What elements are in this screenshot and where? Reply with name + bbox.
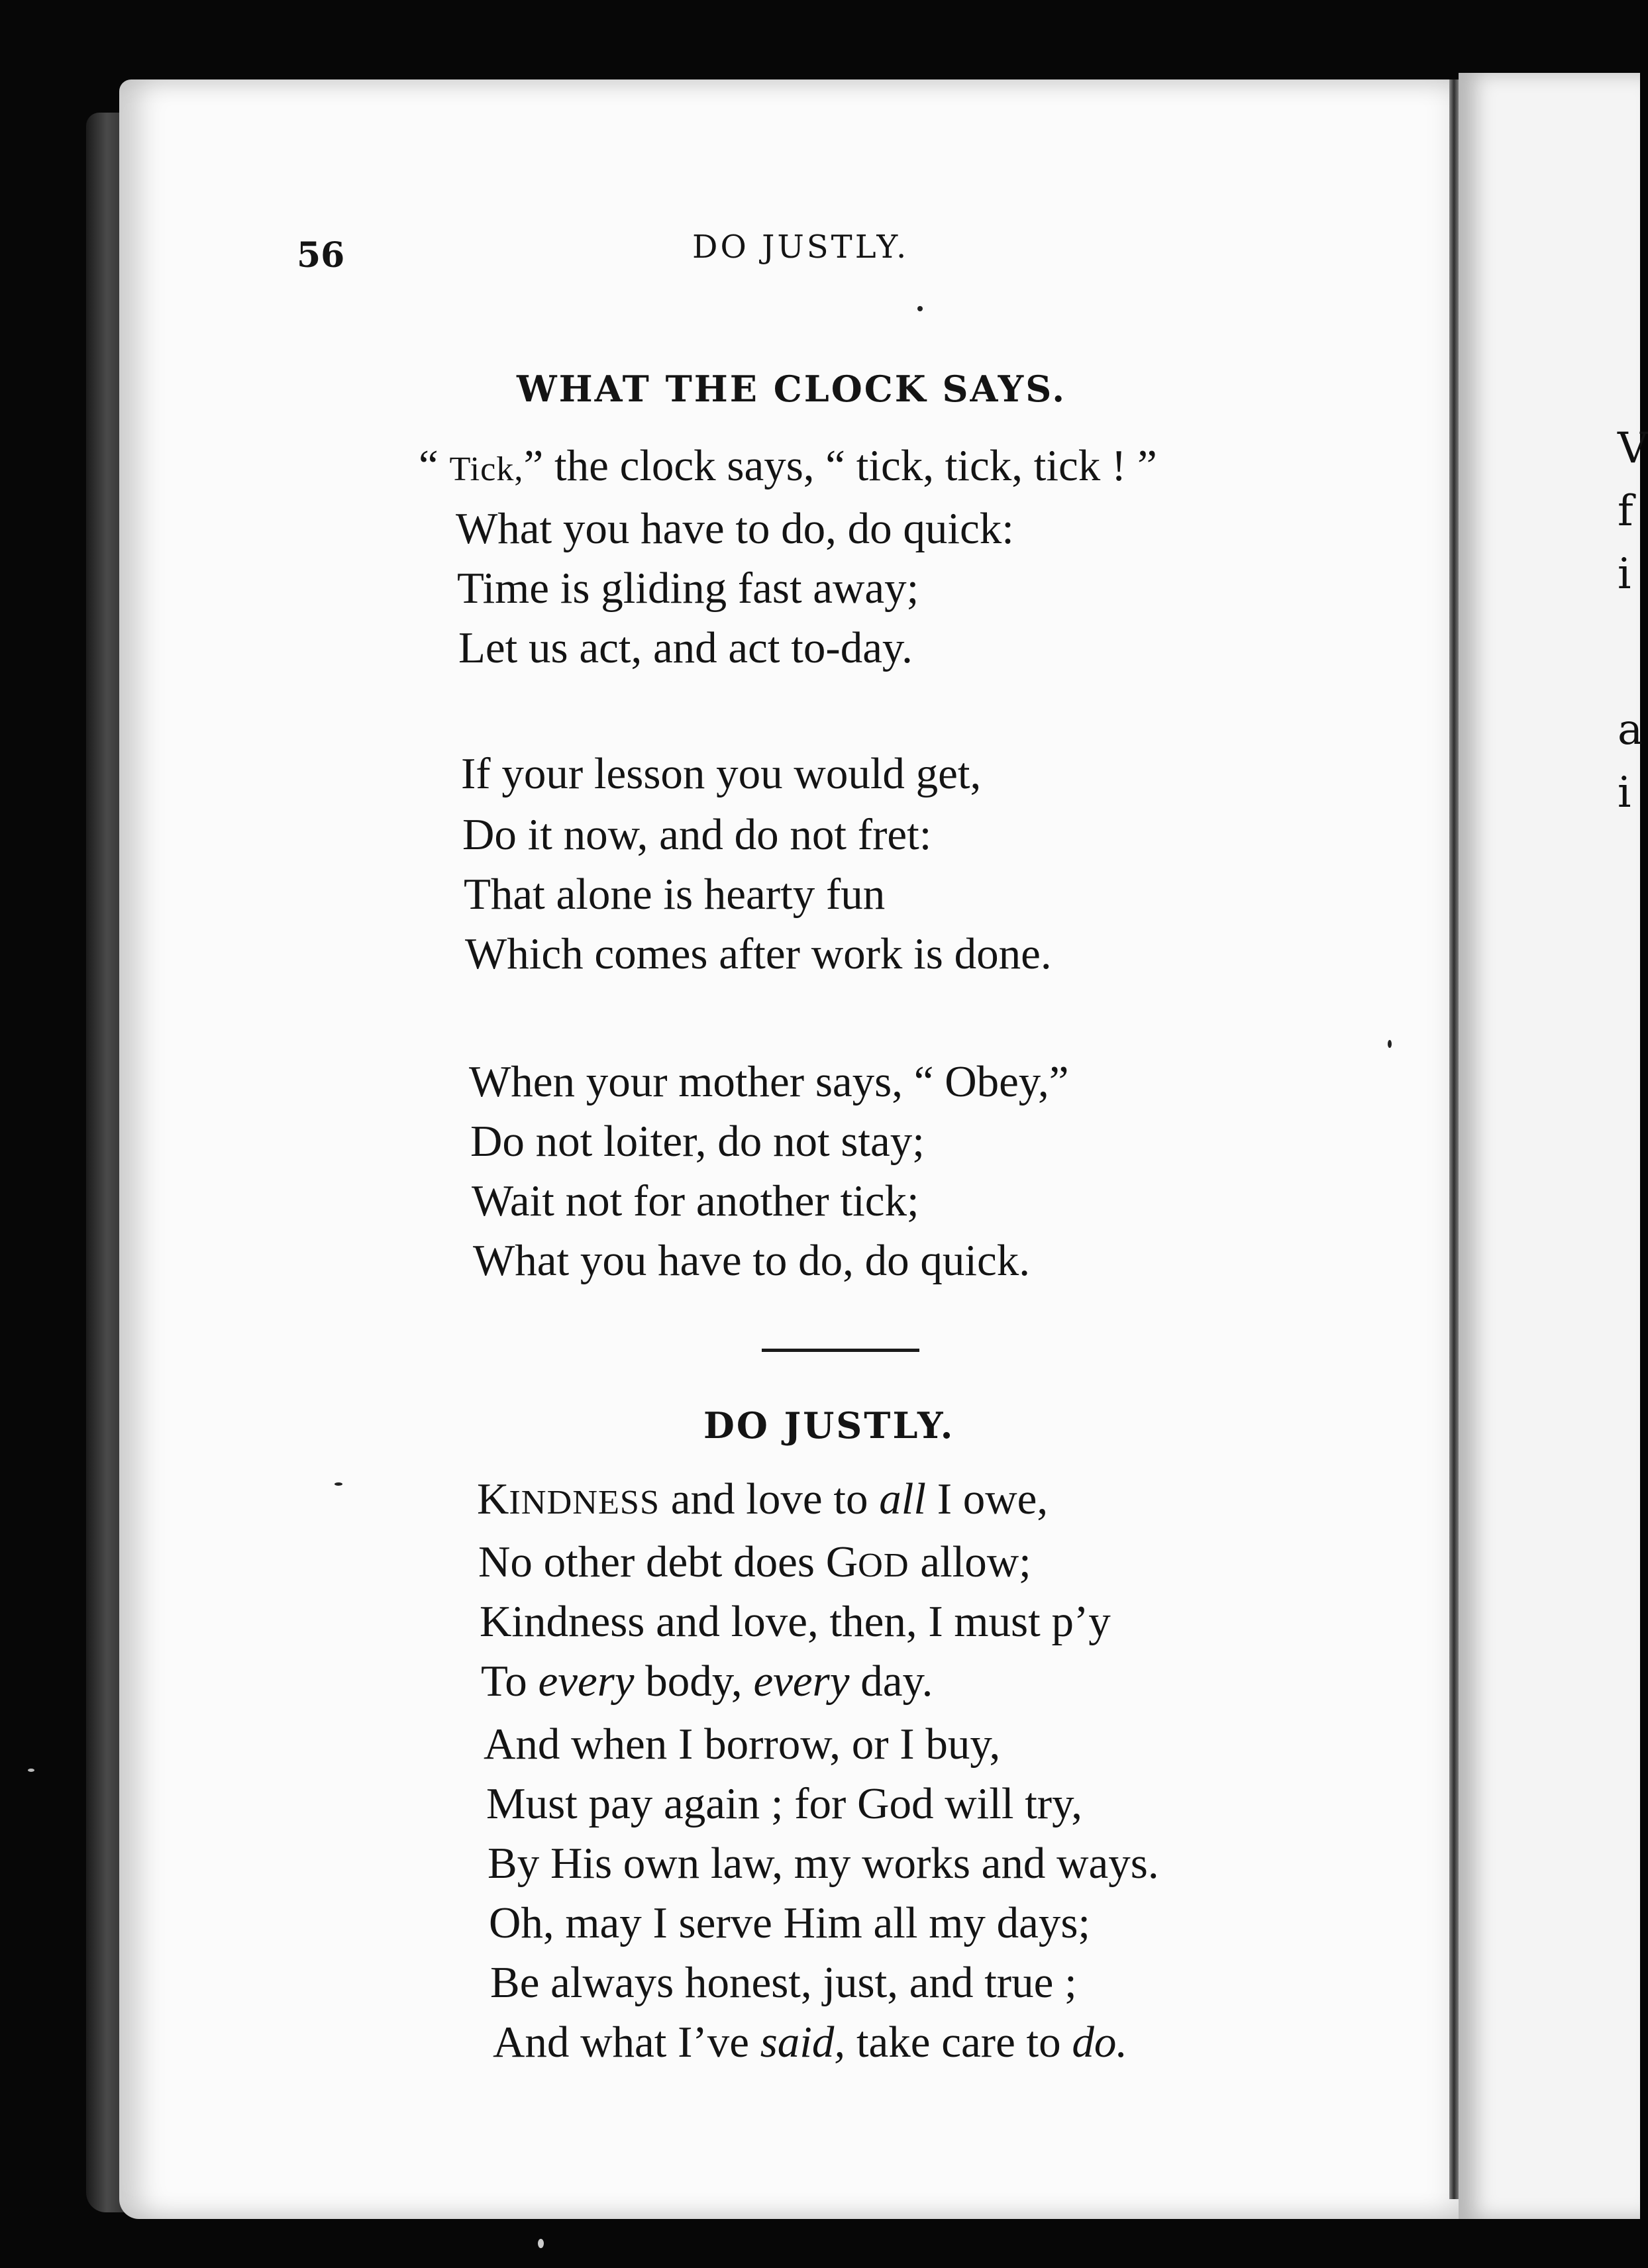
poem-line: That alone is hearty fun: [464, 870, 886, 919]
poem-line: When your mother says, “ Obey,”: [469, 1057, 1069, 1106]
poem-line: To every body, every day.: [481, 1657, 933, 1706]
poem-line: Do not loiter, do not stay;: [470, 1117, 925, 1166]
poem-line: Be always honest, just, and true ;: [490, 1958, 1077, 2007]
poem-line: Time is gliding fast away;: [457, 564, 919, 613]
poem-line: Do it now, and do not fret:: [462, 810, 932, 859]
facing-page-fragment: i: [1618, 550, 1631, 599]
poem-line: Must pay again ; for God will try,: [486, 1779, 1083, 1828]
poem-line: Wait not for another tick;: [472, 1176, 919, 1225]
running-head: DO JUSTLY.: [692, 229, 909, 266]
poem-line: What you have to do, do quick.: [473, 1236, 1031, 1285]
facing-page-fragment: f: [1618, 487, 1633, 536]
page-gutter: [1449, 79, 1459, 2199]
poem-title: DO JUSTLY.: [703, 1404, 955, 1447]
right-facing-page: [1459, 73, 1640, 2219]
poem-line: KINDNESS and love to all I owe,: [477, 1474, 1049, 1523]
poem-line: Let us act, and act to-day.: [458, 623, 913, 672]
poem-line: By His own law, my works and ways.: [488, 1839, 1159, 1888]
poem-line: And what I’ve said, take care to do.: [493, 2018, 1128, 2067]
poem-line: Kindness and love, then, I must p’y: [480, 1597, 1111, 1646]
scan-speck: [335, 1482, 342, 1486]
poem-title: WHAT THE CLOCK SAYS.: [517, 368, 1067, 410]
poem-line: No other debt does GOD allow;: [478, 1537, 1031, 1586]
page-number: 56: [297, 235, 345, 276]
poem-line: If your lesson you would get,: [461, 749, 982, 798]
poem-line: And when I borrow, or I buy,: [484, 1720, 1001, 1769]
poem-line: What you have to do, do quick:: [456, 504, 1014, 553]
scan-speck: [1388, 1040, 1392, 1048]
facing-page-fragment: i: [1618, 768, 1631, 817]
facing-page-fragment: a: [1618, 705, 1643, 754]
poem-line: Oh, may I serve Him all my days;: [489, 1898, 1091, 1947]
scan-speck: [28, 1769, 34, 1772]
poem-line: “ Tick,” the clock says, “ tick, tick, tick ! ”: [419, 441, 1157, 490]
poem-line: Which comes after work is done.: [465, 929, 1052, 978]
section-divider: [762, 1349, 919, 1352]
scan-speck: [538, 2239, 544, 2248]
facing-page-fragment: V: [1618, 424, 1648, 473]
scan-speck: [917, 306, 923, 311]
